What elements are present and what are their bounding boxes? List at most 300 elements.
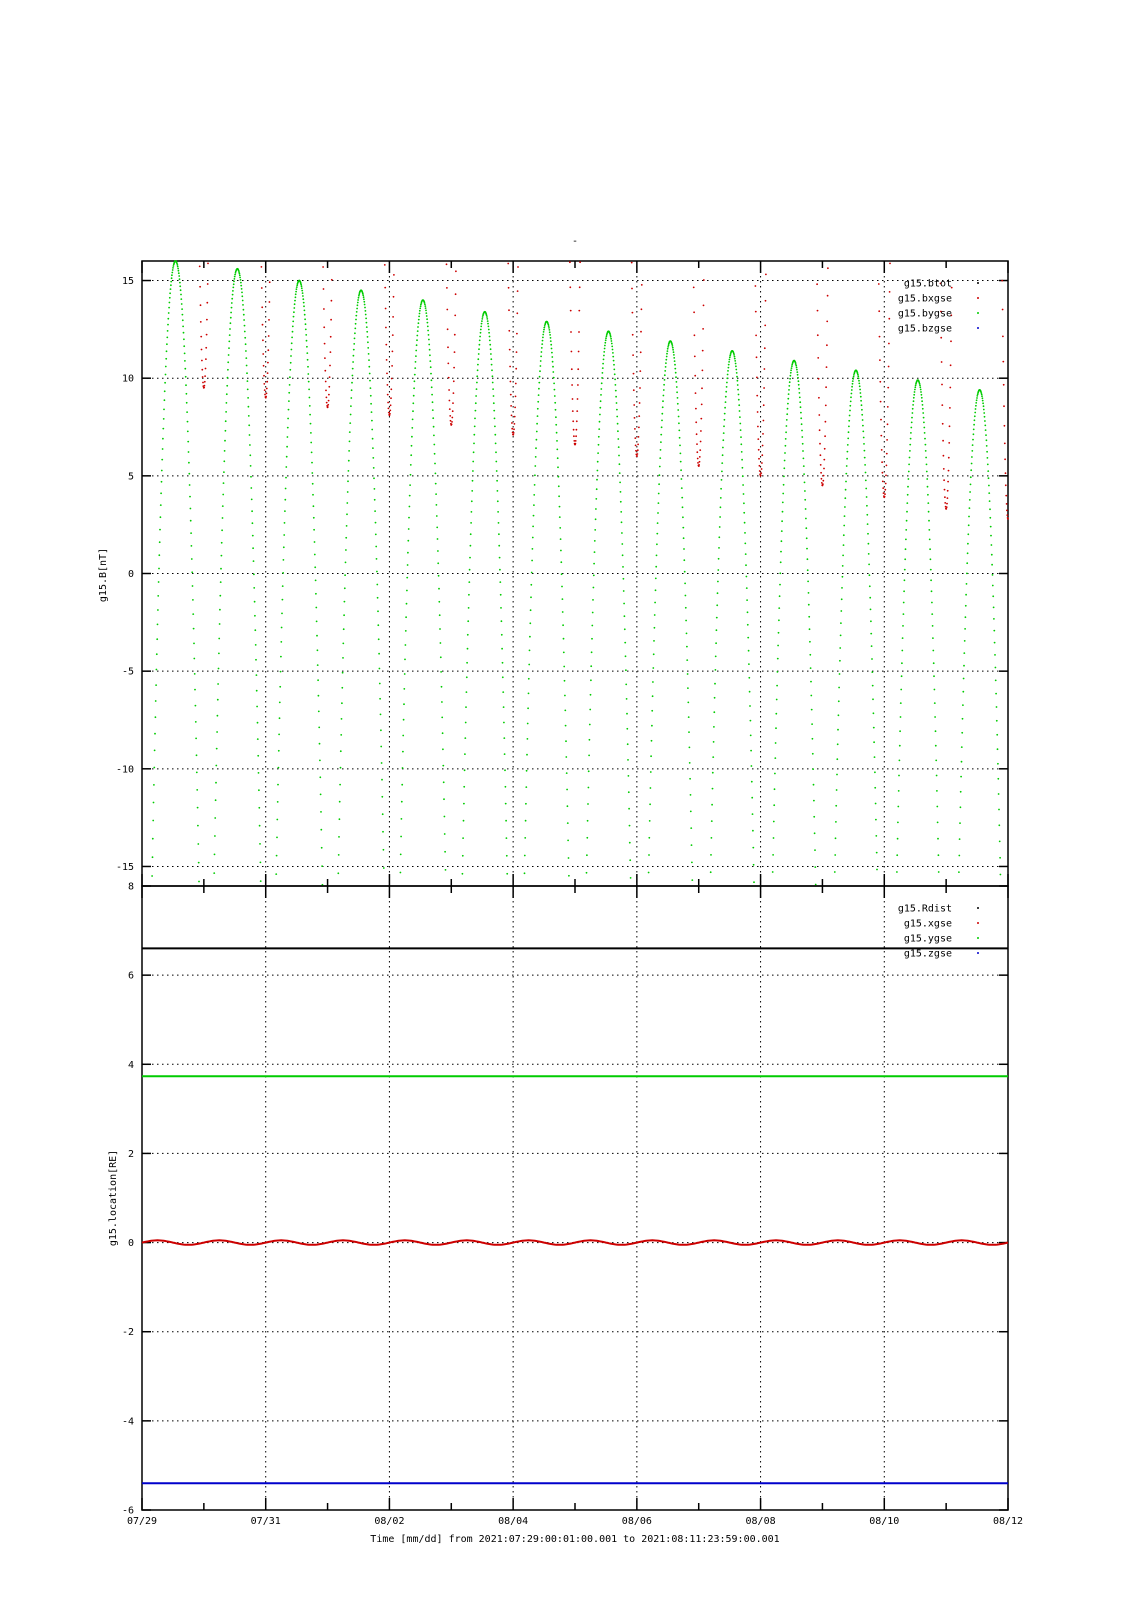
bxgse-series-point	[206, 319, 208, 321]
bygse-series-point	[710, 871, 712, 873]
bygse-series-point	[791, 365, 793, 367]
bxgse-series-point	[820, 464, 822, 466]
bygse-series-point	[348, 450, 350, 452]
bygse-series-point	[852, 378, 854, 380]
bygse-series-point	[217, 683, 219, 685]
bygse-series-point	[194, 689, 196, 691]
bygse-series-point	[369, 373, 371, 375]
bxgse-series-point	[889, 263, 891, 265]
bygse-series-point	[525, 803, 527, 805]
x-tick-label: 07/31	[250, 1516, 281, 1527]
bygse-series-point	[986, 439, 988, 441]
bxgse-series-point	[511, 428, 513, 430]
bygse-series-point	[743, 502, 745, 504]
bygse-series-point	[875, 835, 877, 837]
bygse-series-point	[416, 335, 418, 337]
bygse-series-point	[221, 542, 223, 544]
bxgse-series-point	[509, 349, 511, 351]
bygse-series-point	[563, 666, 565, 668]
b-field-ytick-label: 0	[127, 569, 134, 580]
bygse-series-point	[990, 535, 992, 537]
bygse-series-point	[560, 538, 562, 540]
bygse-series-point	[307, 359, 309, 361]
bygse-series-point	[434, 453, 436, 455]
bygse-series	[151, 260, 1001, 886]
bygse-series-point	[912, 404, 914, 406]
bygse-series-point	[675, 372, 677, 374]
bygse-series-point	[259, 825, 261, 827]
bygse-series-point	[865, 472, 867, 474]
bygse-series-point	[774, 773, 776, 775]
bxgse-series-point	[701, 387, 703, 389]
bygse-series-point	[222, 505, 224, 507]
bygse-series-point	[304, 318, 306, 320]
bygse-series-point	[530, 584, 532, 586]
bygse-series-point	[247, 397, 249, 399]
bygse-series-point	[686, 633, 688, 635]
bygse-series-point	[530, 596, 532, 598]
bygse-series-point	[260, 862, 262, 864]
bygse-series-point	[589, 739, 591, 741]
bygse-series-point	[495, 443, 497, 445]
bygse-series-point	[899, 760, 901, 762]
bygse-series-point	[897, 838, 899, 840]
bygse-series-point	[400, 836, 402, 838]
bygse-series-point	[243, 319, 245, 321]
bxgse-series-point	[699, 449, 701, 451]
bxgse-series-point	[634, 437, 636, 439]
bxgse-series-point	[510, 381, 512, 383]
bygse-series-point	[225, 430, 227, 432]
bygse-series-point	[418, 316, 420, 318]
bxgse-series-point	[575, 440, 577, 442]
bygse-series-point	[378, 653, 380, 655]
bygse-series-point	[903, 613, 905, 615]
bxgse-series-point	[888, 318, 890, 320]
bygse-series-point	[315, 593, 317, 595]
bygse-series-point	[442, 732, 444, 734]
bygse-series-point	[354, 332, 356, 334]
b-field-ytick-label: -10	[115, 764, 134, 776]
bygse-series-point	[798, 388, 800, 390]
bygse-series-point	[652, 667, 654, 669]
bygse-series-point	[312, 494, 314, 496]
bxgse-series-point	[820, 472, 822, 474]
bxgse-series-point	[697, 462, 699, 464]
bygse-series-point	[463, 820, 465, 822]
bygse-series-point	[848, 420, 850, 422]
bygse-series-point	[908, 471, 910, 473]
bygse-series-point	[480, 329, 482, 331]
bygse-series-point	[184, 360, 186, 362]
bxgse-series-point	[823, 468, 825, 470]
bygse-series-point	[354, 328, 356, 330]
bygse-series-point	[338, 854, 340, 856]
bxgse-series-point	[761, 454, 763, 456]
bygse-series-point	[843, 544, 845, 546]
bygse-series-point	[658, 493, 660, 495]
bygse-series-point	[560, 550, 562, 552]
bygse-series-point	[216, 748, 218, 750]
bxgse-series-point	[386, 373, 388, 375]
bygse-series-point	[541, 347, 543, 349]
bygse-series-point	[473, 451, 475, 453]
bxgse-series-point	[633, 389, 635, 391]
bygse-series-point	[254, 629, 256, 631]
bygse-series-point	[312, 483, 314, 485]
bygse-series-point	[665, 359, 667, 361]
bygse-series-point	[964, 628, 966, 630]
bygse-series-point	[319, 760, 321, 762]
bygse-series-point	[160, 504, 162, 506]
bygse-series-point	[660, 449, 662, 451]
bygse-series-point	[555, 416, 557, 418]
bygse-series-point	[620, 511, 622, 513]
bygse-series-point	[551, 356, 553, 358]
bygse-series-point	[921, 394, 923, 396]
bygse-series-point	[425, 310, 427, 312]
bygse-series-point	[467, 648, 469, 650]
bygse-series-point	[357, 302, 359, 304]
bygse-series-point	[661, 426, 663, 428]
bygse-series-point	[286, 456, 288, 458]
bygse-series-point	[691, 844, 693, 846]
bygse-series-point	[533, 494, 535, 496]
bygse-series-point	[195, 721, 197, 723]
bygse-series-point	[722, 447, 724, 449]
bygse-series-point	[186, 402, 188, 404]
bygse-series-point	[729, 355, 731, 357]
bygse-series-point	[911, 422, 913, 424]
bxgse-series-point	[386, 359, 388, 361]
bygse-series-point	[973, 433, 975, 435]
bygse-series-point	[678, 416, 680, 418]
location-legend-marker	[977, 907, 979, 909]
bygse-series-point	[813, 784, 815, 786]
bygse-series-point	[753, 864, 755, 866]
bygse-series-point	[993, 607, 995, 609]
bygse-series-point	[984, 420, 986, 422]
bygse-series-point	[402, 767, 404, 769]
bygse-series-point	[225, 411, 227, 413]
bygse-series-point	[419, 308, 421, 310]
bygse-series-point	[243, 309, 245, 311]
bygse-series-point	[558, 485, 560, 487]
bygse-series-point	[500, 607, 502, 609]
bygse-series-point	[971, 456, 973, 458]
bygse-series-point	[997, 748, 999, 750]
bygse-series-point	[253, 587, 255, 589]
bxgse-series-point	[761, 462, 763, 464]
b-field-ytick-label: -15	[115, 861, 134, 873]
bygse-series-point	[657, 512, 659, 514]
bygse-series-point	[869, 597, 871, 599]
bygse-series-point	[177, 268, 179, 270]
bygse-series-point	[928, 520, 930, 522]
bygse-series-point	[862, 425, 864, 427]
bygse-series-point	[367, 336, 369, 338]
bygse-series-point	[967, 533, 969, 535]
bxgse-series-point	[204, 375, 206, 377]
bygse-series-point	[441, 686, 443, 688]
bygse-series-point	[152, 856, 154, 858]
bygse-series-point	[552, 361, 554, 363]
bygse-series-point	[435, 493, 437, 495]
bygse-series-point	[624, 628, 626, 630]
bygse-series-point	[715, 669, 717, 671]
bygse-series-point	[974, 419, 976, 421]
bygse-series-point	[680, 469, 682, 471]
bygse-series-point	[808, 604, 810, 606]
bygse-series-point	[290, 362, 292, 364]
bygse-series-point	[476, 388, 478, 390]
bygse-series-point	[258, 807, 260, 809]
bygse-series-point	[404, 673, 406, 675]
bxgse-series-point	[455, 293, 457, 295]
bygse-series-point	[915, 385, 917, 387]
bygse-series-point	[503, 722, 505, 724]
bygse-series-point	[997, 778, 999, 780]
bygse-series-point	[214, 854, 216, 856]
bygse-series-point	[653, 653, 655, 655]
bygse-series-point	[620, 491, 622, 493]
bygse-series-point	[479, 344, 481, 346]
bygse-series-point	[166, 350, 168, 352]
bygse-series-point	[466, 662, 468, 664]
bygse-series-point	[157, 609, 159, 611]
bygse-series-point	[406, 577, 408, 579]
bygse-series-point	[302, 298, 304, 300]
bygse-series-point	[438, 588, 440, 590]
bygse-series-point	[667, 350, 669, 352]
bygse-series-point	[926, 471, 928, 473]
bygse-series-point	[785, 431, 787, 433]
bygse-series-point	[992, 595, 994, 597]
bygse-series-point	[171, 272, 173, 274]
bygse-series-point	[922, 412, 924, 414]
bygse-series-point	[859, 389, 861, 391]
bygse-series-point	[374, 510, 376, 512]
bygse-series-point	[844, 497, 846, 499]
bygse-series-point	[153, 767, 155, 769]
bxgse-series-point	[447, 346, 449, 348]
bygse-series-point	[197, 825, 199, 827]
bxgse-series-point	[207, 263, 209, 265]
bygse-series-point	[249, 454, 251, 456]
bygse-series-point	[919, 385, 921, 387]
bygse-series-point	[982, 402, 984, 404]
bygse-series-point	[438, 601, 440, 603]
bygse-series-point	[587, 803, 589, 805]
bygse-series-point	[163, 418, 165, 420]
bygse-series-point	[288, 392, 290, 394]
bygse-series-point	[903, 590, 905, 592]
bygse-series-point	[560, 561, 562, 563]
bygse-series-point	[503, 706, 505, 708]
bygse-series-point	[814, 849, 816, 851]
bxgse-series-point	[1002, 336, 1004, 338]
bygse-series-point	[858, 378, 860, 380]
bygse-series-point	[683, 537, 685, 539]
b-field-legend-marker	[977, 312, 979, 314]
bygse-series-point	[812, 768, 814, 770]
bygse-series-point	[903, 602, 905, 604]
bygse-series-point	[621, 532, 623, 534]
bygse-series-point	[868, 553, 870, 555]
bygse-series-point	[966, 583, 968, 585]
bygse-series-point	[868, 543, 870, 545]
bygse-series-point	[419, 313, 421, 315]
bygse-series-point	[864, 457, 866, 459]
bygse-series-point	[746, 576, 748, 578]
bygse-series-point	[340, 734, 342, 736]
bxgse-series-point	[1004, 458, 1006, 460]
bygse-series-point	[805, 508, 807, 510]
bygse-series-point	[314, 541, 316, 543]
bygse-series-point	[366, 322, 368, 324]
bygse-series-point	[672, 349, 674, 351]
bygse-series-point	[558, 476, 560, 478]
bygse-series-point	[465, 706, 467, 708]
bygse-series-point	[198, 881, 200, 883]
bygse-series-point	[618, 446, 620, 448]
bygse-series-point	[552, 371, 554, 373]
bxgse-series-point	[693, 287, 695, 289]
bygse-series-point	[295, 293, 297, 295]
bxgse-series-point	[575, 443, 577, 445]
bygse-series-point	[937, 822, 939, 824]
bxgse-series-point	[947, 481, 949, 483]
bygse-series-point	[314, 554, 316, 556]
bygse-series-point	[811, 723, 813, 725]
bxgse-series-point	[576, 420, 578, 422]
bygse-series-point	[799, 392, 801, 394]
bygse-series-point	[187, 421, 189, 423]
bygse-series-point	[464, 753, 466, 755]
bygse-series-point	[289, 384, 291, 386]
bygse-series-point	[656, 533, 658, 535]
bygse-series-point	[215, 782, 217, 784]
bygse-series-point	[806, 537, 808, 539]
bygse-series-point	[364, 304, 366, 306]
bygse-series-point	[405, 630, 407, 632]
b-field-data	[151, 260, 1009, 886]
bygse-series-point	[539, 376, 541, 378]
bxgse-series-point	[755, 335, 757, 337]
bygse-series-point	[474, 426, 476, 428]
bygse-series-point	[779, 584, 781, 586]
bygse-series-point	[799, 397, 801, 399]
bygse-series-point	[442, 765, 444, 767]
bygse-series-point	[838, 714, 840, 716]
bygse-series-point	[426, 318, 428, 320]
bxgse-series-point	[200, 321, 202, 323]
bygse-series-point	[466, 691, 468, 693]
bygse-series-point	[300, 284, 302, 286]
bygse-series-point	[183, 338, 185, 340]
bygse-series-point	[988, 477, 990, 479]
bygse-series-point	[551, 352, 553, 354]
bygse-series-point	[667, 348, 669, 350]
bygse-series-point	[959, 838, 961, 840]
bxgse-series-point	[516, 333, 518, 335]
bxgse-series-point	[326, 397, 328, 399]
bygse-series-point	[233, 281, 235, 283]
bygse-series-point	[567, 822, 569, 824]
bygse-series-point	[685, 620, 687, 622]
bygse-series-point	[414, 380, 416, 382]
bygse-series-point	[499, 581, 501, 583]
bxgse-series-point	[764, 368, 766, 370]
bygse-series-point	[301, 290, 303, 292]
bygse-series-point	[839, 673, 841, 675]
bygse-series-point	[342, 672, 344, 674]
bygse-series-point	[543, 329, 545, 331]
bygse-series-point	[198, 862, 200, 864]
bygse-series-point	[650, 755, 652, 757]
bxgse-series-point	[943, 479, 945, 481]
bygse-series-point	[802, 450, 804, 452]
bygse-series-point	[401, 818, 403, 820]
bygse-series-point	[169, 292, 171, 294]
location-y-axis-label: g15.location[RE]	[108, 1149, 119, 1247]
bxgse-series-point	[515, 396, 517, 398]
bygse-series-point	[620, 501, 622, 503]
bygse-series-point	[244, 331, 246, 333]
bygse-series-point	[619, 472, 621, 474]
bygse-series-point	[435, 483, 437, 485]
bygse-series-point	[438, 575, 440, 577]
bygse-series-point	[275, 873, 277, 875]
bygse-series-point	[715, 642, 717, 644]
bygse-series-point	[162, 428, 164, 430]
bygse-series-point	[295, 296, 297, 298]
bygse-series-point	[192, 585, 194, 587]
bygse-series-point	[774, 788, 776, 790]
bygse-series-point	[188, 473, 190, 475]
bygse-series-point	[807, 581, 809, 583]
bygse-series-point	[283, 546, 285, 548]
bygse-series-point	[402, 735, 404, 737]
bxgse-series	[199, 261, 1009, 519]
bygse-series-point	[318, 711, 320, 713]
bygse-series-point	[358, 297, 360, 299]
bygse-series-point	[245, 357, 247, 359]
bxgse-series-point	[267, 349, 269, 351]
bygse-series-point	[250, 487, 252, 489]
bygse-series-point	[151, 875, 153, 877]
bygse-series-point	[612, 352, 614, 354]
bygse-series-point	[432, 409, 434, 411]
bygse-series-point	[296, 284, 298, 286]
bygse-series-point	[788, 393, 790, 395]
bygse-series-point	[488, 332, 490, 334]
bygse-series-point	[471, 500, 473, 502]
bygse-series-point	[524, 872, 526, 874]
bygse-series-point	[682, 516, 684, 518]
bygse-series-point	[936, 775, 938, 777]
bygse-series-point	[933, 662, 935, 664]
bygse-series-point	[744, 543, 746, 545]
bxgse-series-point	[447, 328, 449, 330]
bygse-series-point	[374, 488, 376, 490]
bxgse-series-point	[261, 266, 263, 268]
bygse-series-point	[674, 368, 676, 370]
bxgse-series-point	[699, 461, 701, 463]
bxgse-series-point	[882, 481, 884, 483]
bygse-series-point	[711, 804, 713, 806]
bygse-series-point	[472, 480, 474, 482]
